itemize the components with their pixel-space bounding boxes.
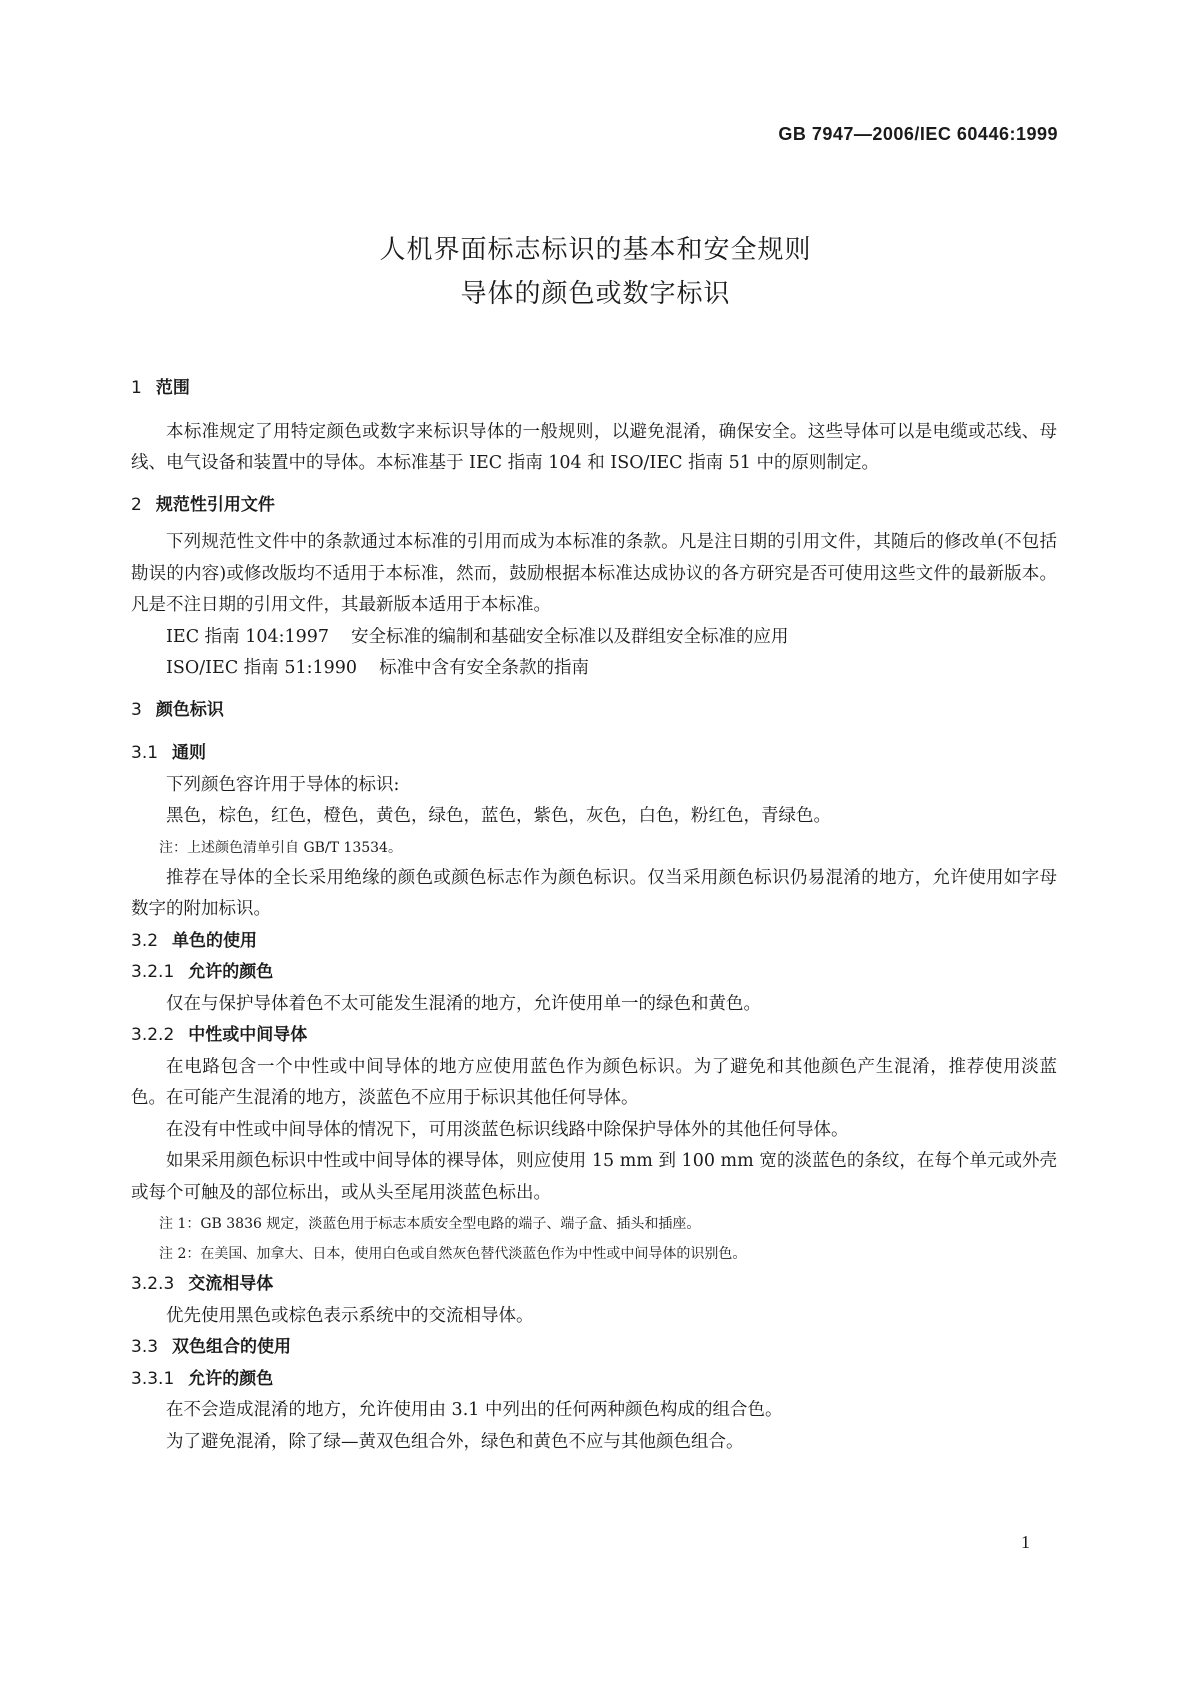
paragraph: 推荐在导体的全长采用绝缘的颜色或颜色标志作为颜色标识。仅当采用颜色标识仍易混淆的地方，允许使用如字母数字的附加标识。 [131, 867, 1057, 919]
title-line-1: 人机界面标志标识的基本和安全规则 [379, 235, 812, 265]
note: 注：上述颜色清单引自 GB/T 13534。 [159, 839, 402, 856]
paragraph: 下列颜色容许用于导体的标识: [166, 774, 400, 795]
paragraph: 在不会造成混淆的地方，允许使用由 3.1 中列出的任何两种颜色构成的组合色。 [166, 1400, 783, 1420]
subsection-heading-3-2: 3.2 单色的使用 [131, 930, 258, 951]
section-heading-3: 3 颜色标识 [131, 699, 224, 720]
page-number: 1 [1021, 1532, 1030, 1552]
paragraph: 仅在与保护导体着色不太可能发生混淆的地方，允许使用单一的绿色和黄色。 [166, 993, 761, 1014]
color-list: 黑色，棕色，红色，橙色，黄色，绿色，蓝色，紫色，灰色，白色，粉红色，青绿色。 [166, 806, 831, 826]
subsection-heading-3-2-2: 3.2.2 中性或中间导体 [131, 1025, 308, 1045]
subsection-heading-3-3-1: 3.3.1 允许的颜色 [131, 1368, 274, 1389]
document-body [131, 373, 1057, 1458]
reference-title: 标准中含有安全条款的指南 [379, 658, 590, 678]
subsection-heading-3-3: 3.3 双色组合的使用 [131, 1337, 292, 1357]
reference-code: IEC 指南 104:1997 [166, 626, 330, 647]
paragraph: 优先使用黑色或棕色表示系统中的交流相导体。 [166, 1305, 534, 1326]
subsection-heading-3-1: 3.1 通则 [131, 743, 207, 763]
paragraph: 在电路包含一个中性或中间导体的地方应使用蓝色作为颜色标识。为了避免和其他颜色产生混淆，推荐使用淡蓝色。在可能产生混淆的地方，淡蓝色不应用于标识其他任何导体。 [131, 1056, 1057, 1108]
standard-code: GB 7947—2006/IEC 60446:1999 [778, 124, 1058, 144]
reference-code: ISO/IEC 指南 51:1990 [166, 658, 358, 678]
paragraph: 本标准规定了用特定颜色或数字来标识导体的一般规则，以避免混淆，确保安全。这些导体可以是电缆或芯线、母线、电气设备和装置中的导体。本标准基于 IEC 指南 104 和 ISO/IEC 指南 51 中的原则制定。 [131, 421, 1057, 473]
document-title [0, 228, 1191, 316]
paragraph: 在没有中性或中间导体的情况下，可用淡蓝色标识线路中除保护导体外的其他任何导体。 [166, 1119, 849, 1140]
paragraph: 为了避免混淆，除了绿—黄双色组合外，绿色和黄色不应与其他颜色组合。 [166, 1431, 744, 1452]
section-heading-2: 2 规范性引用文件 [131, 494, 275, 515]
reference-title: 安全标准的编制和基础安全标准以及群组安全标准的应用 [351, 626, 789, 647]
note: 注 2：在美国、加拿大、日本，使用白色或自然灰色替代淡蓝色作为中性或中间导体的识别色。 [159, 1246, 747, 1262]
section-heading-1: 1 范围 [131, 378, 190, 398]
reference-item [131, 653, 1057, 685]
paragraph: 如果采用颜色标识中性或中间导体的裸导体，则应使用 15 mm 到 100 mm 宽的淡蓝色的条纹，在每个单元或外壳或每个可触及的部位标出，或从头至尾用淡蓝色标出。 [131, 1151, 1057, 1203]
title-line-2: 导体的颜色或数字标识 [460, 279, 731, 309]
paragraph: 下列规范性文件中的条款通过本标准的引用而成为本标准的条款。凡是注日期的引用文件，其随后的修改单(不包括勘误的内容)或修改版均不适用于本标准，然而，鼓励根据本标准达成协议的各方研究是否可使用这些文件的最新版本。凡是不注日期的引用文件，其最新版本适用于本标准。 [131, 532, 1057, 615]
subsection-heading-3-2-3: 3.2.3 交流相导体 [131, 1274, 274, 1294]
subsection-heading-3-2-1: 3.2.1 允许的颜色 [131, 962, 274, 982]
note: 注 1：GB 3836 规定，淡蓝色用于标志本质安全型电路的端子、端子盒、插头和插座。 [159, 1216, 701, 1232]
reference-item [131, 622, 1057, 654]
